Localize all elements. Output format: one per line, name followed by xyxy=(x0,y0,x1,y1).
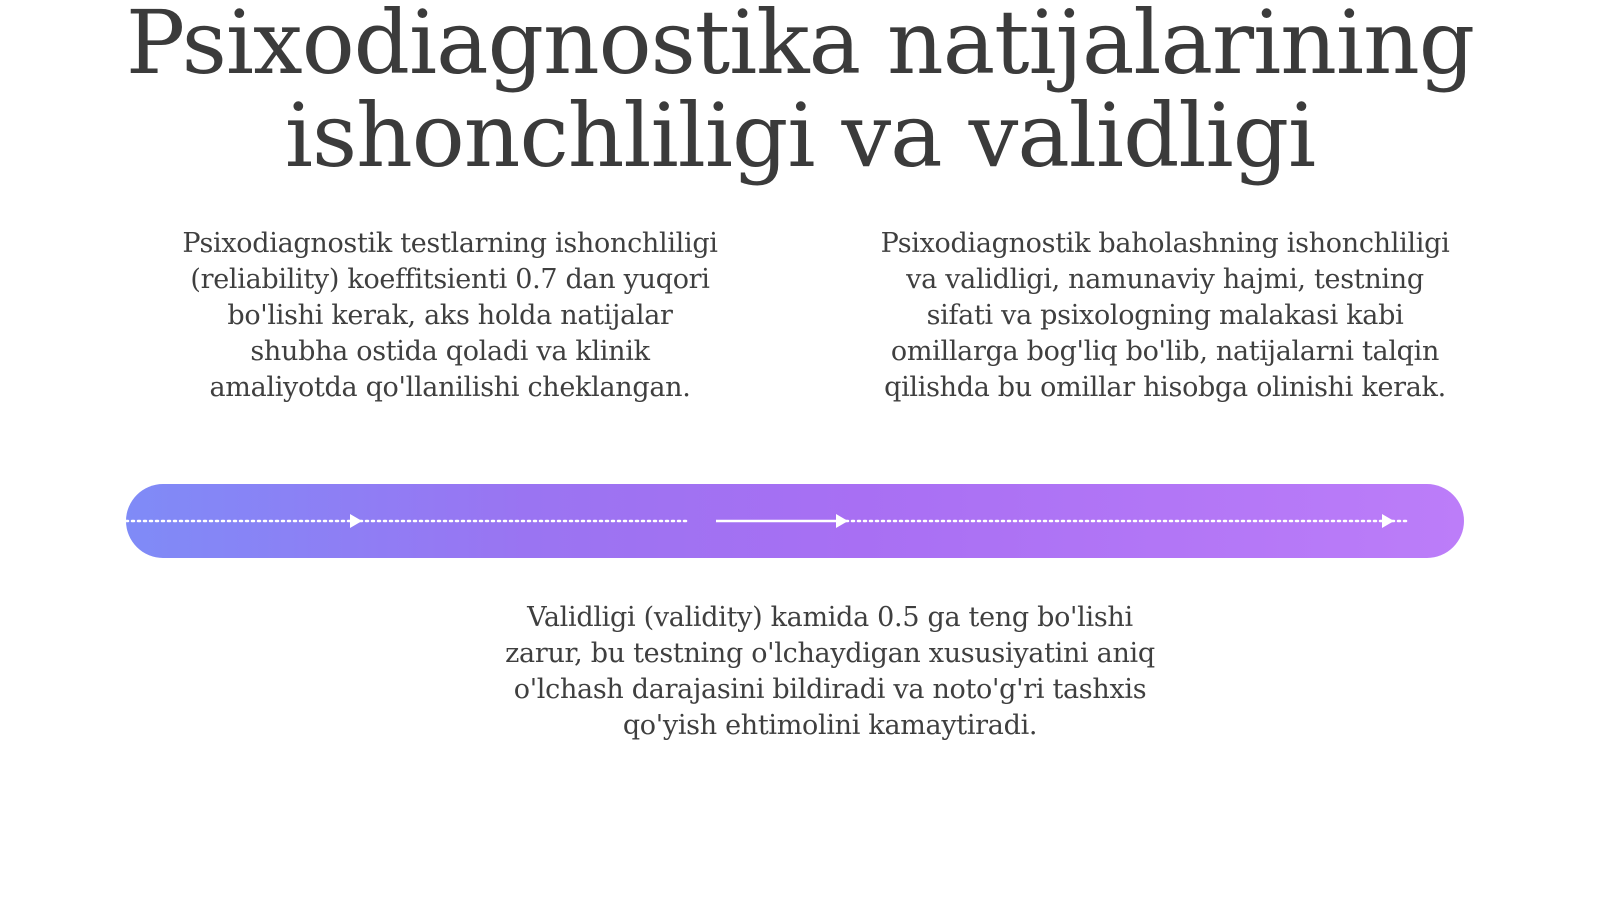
factors-paragraph xyxy=(850,226,1480,406)
text-line: Psixodiagnostik testlarning ishonchliligi xyxy=(182,228,718,259)
validity-paragraph xyxy=(450,600,1210,744)
timeline-bar xyxy=(126,484,1464,558)
text-line: va validligi, namunaviy hajmi, testning xyxy=(906,264,1424,295)
text-line: o'lchash darajasini bildiradi va noto'g'ri tashxis xyxy=(513,674,1147,705)
text-line: shubha ostida qoladi va klinik xyxy=(250,336,650,367)
text-line: (reliability) koeffitsienti 0.7 dan yuqori xyxy=(190,264,710,295)
text-line: Validligi (validity) kamida 0.5 ga teng bo'lishi xyxy=(527,602,1133,633)
page-title xyxy=(0,0,1600,187)
text-line: qilishda bu omillar hisobga olinishi kerak. xyxy=(884,372,1446,403)
text-line: amaliyotda qo'llanilishi cheklangan. xyxy=(209,372,691,403)
title-line-2: ishonchliligi va validligi xyxy=(284,84,1316,187)
arrow-head-icon xyxy=(836,514,848,528)
reliability-paragraph xyxy=(150,226,750,406)
arrow-head-icon xyxy=(350,514,362,528)
arrow-head-icon xyxy=(1382,514,1394,528)
text-line: zarur, bu testning o'lchaydigan xususiyatini aniq xyxy=(505,638,1155,669)
text-line: bo'lishi kerak, aks holda natijalar xyxy=(227,300,673,331)
title-line-1: Psixodiagnostika natijalarining xyxy=(125,0,1475,94)
text-line: omillarga bog'liq bo'lib, natijalarni talqin xyxy=(890,336,1440,367)
text-line: sifati va psixologning malakasi kabi xyxy=(926,300,1404,331)
text-line: Psixodiagnostik baholashning ishonchliligi xyxy=(880,228,1450,259)
timeline-arrows xyxy=(126,484,1464,558)
text-line: qo'yish ehtimolini kamaytiradi. xyxy=(622,710,1038,741)
